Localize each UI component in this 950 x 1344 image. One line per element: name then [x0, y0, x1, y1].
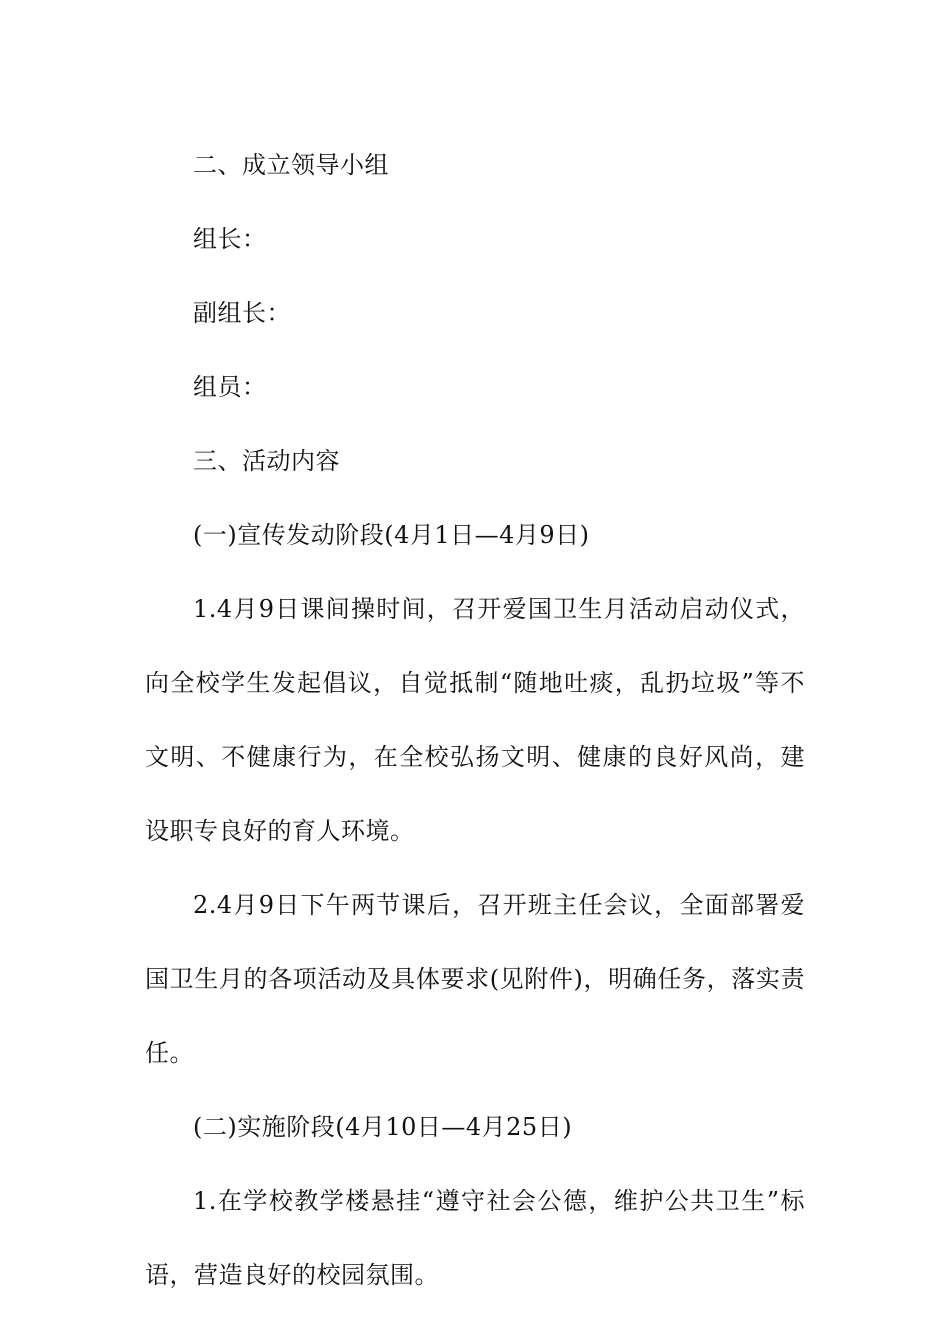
paragraph-kickoff-ceremony: 1.4月9日课间操时间，召开爱国卫生月活动启动仪式，向全校学生发起倡议，自觉抵制“随地吐痰，乱扔垃圾”等不文明、不健康行为，在全校弘扬文明、健康的良好风尚，建设职专良好的育人环境。 — [145, 595, 805, 845]
paragraph-slogan-banner: 1.在学校教学楼悬挂“遵守社会公德，维护公共卫生”标语，营造良好的校园氛围。 — [145, 1187, 805, 1289]
subsection-heading-implementation-phase: (二)实施阶段(4月10日—4月25日) — [193, 1113, 573, 1141]
group-leader-line: 组长： — [193, 225, 267, 253]
subsection-heading-publicity-phase: (一)宣传发动阶段(4月1日—4月9日) — [193, 521, 590, 549]
paragraph-head-teacher-meeting: 2.4月9日下午两节课后，召开班主任会议，全面部署爱国卫生月的各项活动及具体要求(见附件)，明确任务，落实责任。 — [145, 891, 805, 1067]
group-members-line: 组员： — [193, 373, 267, 401]
deputy-leader-line: 副组长： — [193, 299, 291, 327]
document-body — [145, 128, 805, 1312]
section-heading-leadership-group: 二、成立领导小组 — [193, 151, 389, 179]
section-heading-activities: 三、活动内容 — [193, 447, 340, 475]
